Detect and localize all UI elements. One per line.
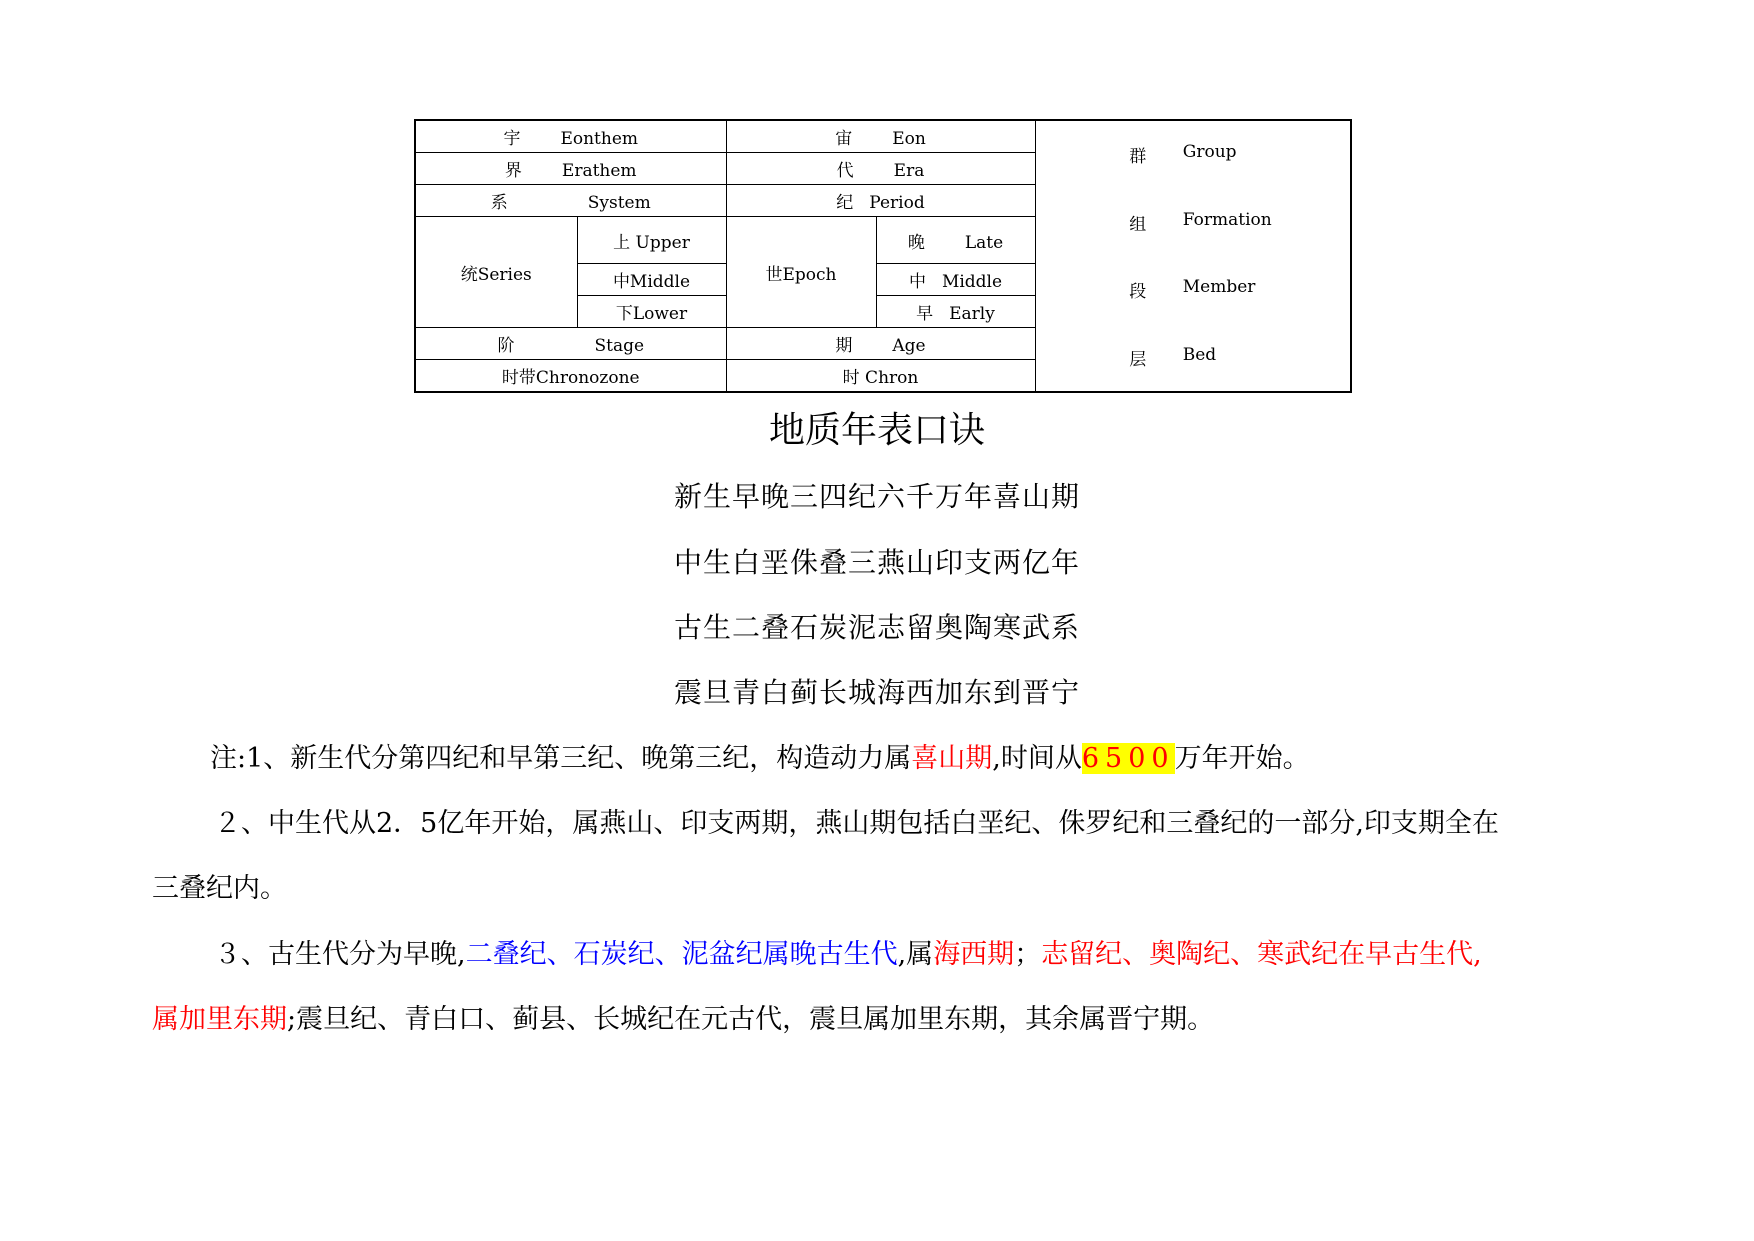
page-title: 地质年表口诀 bbox=[768, 410, 985, 451]
cell-series: 统Series bbox=[415, 217, 577, 328]
cell-system: 系 System bbox=[415, 185, 726, 217]
verse-line-1: 新生早晚三四纪六千万年喜山期 bbox=[673, 480, 1080, 513]
note-2: ２、中生代从2．5亿年开始，属燕山、印支两期，燕山期包括白垩纪、侏罗纪和三叠纪的一部分,印支期全在 bbox=[214, 808, 1499, 839]
cell-age: 期 Age bbox=[726, 328, 1035, 360]
rock-unit-formation: 组 Formation bbox=[1129, 209, 1272, 235]
cell-upper: 上 Upper bbox=[577, 217, 726, 264]
rock-unit-bed: 层 Bed bbox=[1129, 344, 1217, 370]
note-1: 注:1、新生代分第四纪和早第三纪、晚第三纪，构造动力属喜山期,时间从6500万年开始。 bbox=[210, 743, 1310, 774]
rock-unit-group: 群 Group bbox=[1129, 142, 1237, 168]
cell-middle-epoch: 中 Middle bbox=[876, 264, 1035, 296]
note-3-cont: 属加里东期;震旦纪、青白口、蓟县、长城纪在元古代，震旦属加里东期，其余属晋宁期。 bbox=[152, 1004, 1215, 1035]
cell-eon: 宙 Eon bbox=[726, 120, 1035, 153]
verse-line-3: 古生二叠石炭泥志留奥陶寒武系 bbox=[673, 611, 1080, 644]
cell-era: 代 Era bbox=[726, 153, 1035, 185]
verse-line-4: 震旦青白蓟长城海西加东到晋宁 bbox=[673, 676, 1080, 709]
cell-chronozone: 时带Chronozone bbox=[415, 360, 726, 393]
rock-units-cell bbox=[1035, 120, 1351, 392]
note-2-cont: 三叠纪内。 bbox=[152, 873, 287, 904]
verse-line-2: 中生白垩侏叠三燕山印支两亿年 bbox=[673, 546, 1080, 579]
cell-lower: 下Lower bbox=[577, 296, 726, 328]
cell-early: 早 Early bbox=[876, 296, 1035, 328]
cell-period: 纪 Period bbox=[726, 185, 1035, 217]
cell-late: 晚 Late bbox=[876, 217, 1035, 264]
cell-chron: 时 Chron bbox=[726, 360, 1035, 393]
cell-stage: 阶 Stage bbox=[415, 328, 726, 360]
cell-eonthem: 宇 Eonthem bbox=[415, 120, 726, 153]
cell-epoch: 世Epoch bbox=[726, 217, 876, 328]
stratigraphy-table bbox=[414, 119, 1352, 393]
rock-unit-member: 段 Member bbox=[1129, 277, 1256, 303]
note-3: ３、古生代分为早晚,二叠纪、石炭纪、泥盆纪属晚古生代,属海西期；志留纪、奥陶纪、寒武纪在早古生代, bbox=[214, 939, 1482, 970]
cell-erathem: 界 Erathem bbox=[415, 153, 726, 185]
cell-middle-series: 中Middle bbox=[577, 264, 726, 296]
